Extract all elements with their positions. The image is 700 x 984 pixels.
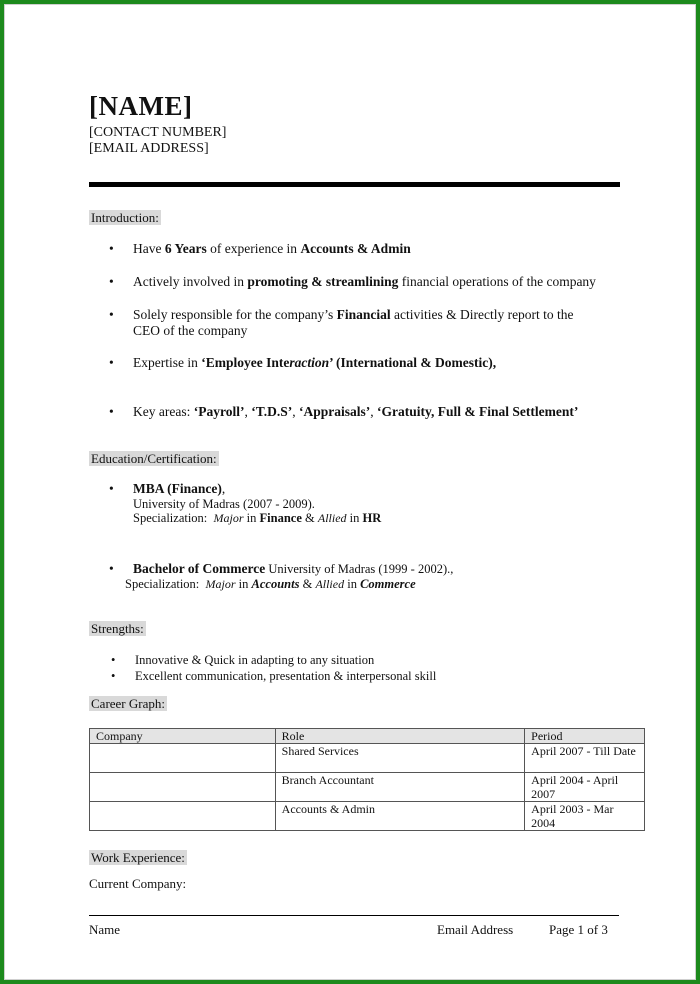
intro-item-2	[109, 274, 629, 290]
period-cell: April 2007 - Till Date	[525, 744, 645, 773]
intro-item-1-text: Have 6 Years of experience in Accounts & Admin	[133, 241, 411, 256]
intro-item-5	[109, 404, 629, 420]
current-company-label: Current Company:	[89, 876, 187, 891]
mba-specialty: (Finance)	[163, 481, 222, 496]
bullet-icon: •	[109, 561, 114, 576]
education-mba: • MBA (Finance), University of Madras (2007 - 2009). Specialization: Major in Finance & Allied in HR	[109, 481, 629, 531]
strength-item-2	[111, 669, 631, 683]
bullet-icon: •	[109, 481, 114, 496]
mba-university: University of Madras (2007 - 2009).	[133, 497, 315, 511]
strength-item-1	[111, 653, 631, 667]
company-cell	[90, 773, 276, 802]
column-header-role: Role	[275, 729, 525, 744]
career-graph-table	[89, 728, 645, 831]
footer-page-number: Page 1 of 3	[549, 922, 608, 937]
footer-email: Email Address	[437, 922, 514, 937]
contact-number: [CONTACT NUMBER]	[89, 125, 227, 140]
period-cell: April 2004 - April 2007	[525, 773, 645, 802]
intro-item-5-text: Key areas: ‘Payroll’, ‘T.D.S’, ‘Appraisals’, ‘Gratuity, Full & Final Settlement’	[133, 404, 579, 419]
section-education-title: Education/Certification:	[91, 451, 217, 466]
mba-specialization: Specialization: Major in Finance & Allied in HR	[133, 511, 382, 525]
bcom-university: University of Madras (1999 - 2002).,	[265, 562, 454, 576]
section-career-graph-title: Career Graph:	[91, 696, 165, 711]
section-strengths-title: Strengths:	[91, 621, 144, 636]
role-cell: Branch Accountant	[275, 773, 525, 802]
company-cell	[90, 744, 276, 773]
bcom-degree: Bachelor of Commerce	[133, 561, 266, 576]
strength-item-1-text: Innovative & Quick in adapting to any situation	[135, 653, 375, 667]
resume-page	[5, 5, 696, 980]
header-rule	[89, 182, 620, 187]
intro-item-1	[109, 241, 629, 257]
bullet-icon: •	[109, 274, 114, 289]
section-work-experience-title: Work Experience:	[91, 850, 185, 865]
company-cell	[90, 802, 276, 831]
intro-item-3-line2: CEO of the company	[133, 323, 248, 338]
role-cell: Accounts & Admin	[275, 802, 525, 831]
intro-item-3-line1: Solely responsible for the company’s Financial activities & Directly report to the	[133, 307, 574, 322]
table-row	[90, 773, 645, 802]
table-header-row	[90, 729, 645, 744]
table-row	[90, 802, 645, 831]
footer-rule	[89, 915, 619, 916]
period-cell: April 2003 - Mar 2004	[525, 802, 645, 831]
intro-item-3	[109, 307, 629, 339]
education-bcom	[109, 561, 649, 593]
mba-degree: MBA	[133, 481, 164, 496]
column-header-company: Company	[90, 729, 276, 744]
intro-item-4-text: Expertise in ‘Employee Interaction’ (International & Domestic),	[133, 355, 497, 370]
bullet-icon: •	[111, 653, 116, 667]
bcom-specialization: Specialization: Major in Accounts & Allied in Commerce	[125, 577, 416, 591]
section-introduction-title: Introduction:	[91, 210, 159, 225]
document-frame	[4, 4, 696, 980]
intro-item-2-text: Actively involved in promoting & streamlining financial operations of the company	[133, 274, 596, 289]
applicant-name: [NAME]	[89, 91, 193, 121]
bullet-icon: •	[111, 669, 116, 683]
column-header-period: Period	[525, 729, 645, 744]
bullet-icon: •	[109, 307, 114, 322]
contact-block	[89, 125, 226, 157]
footer-name: Name	[89, 922, 121, 937]
intro-item-4	[109, 355, 629, 371]
bullet-icon: •	[109, 355, 114, 370]
table-row	[90, 744, 645, 773]
role-cell: Shared Services	[275, 744, 525, 773]
bullet-icon: •	[109, 404, 114, 419]
bullet-icon: •	[109, 241, 114, 256]
email-address: [EMAIL ADDRESS]	[89, 141, 209, 156]
strength-item-2-text: Excellent communication, presentation & interpersonal skill	[135, 669, 437, 683]
